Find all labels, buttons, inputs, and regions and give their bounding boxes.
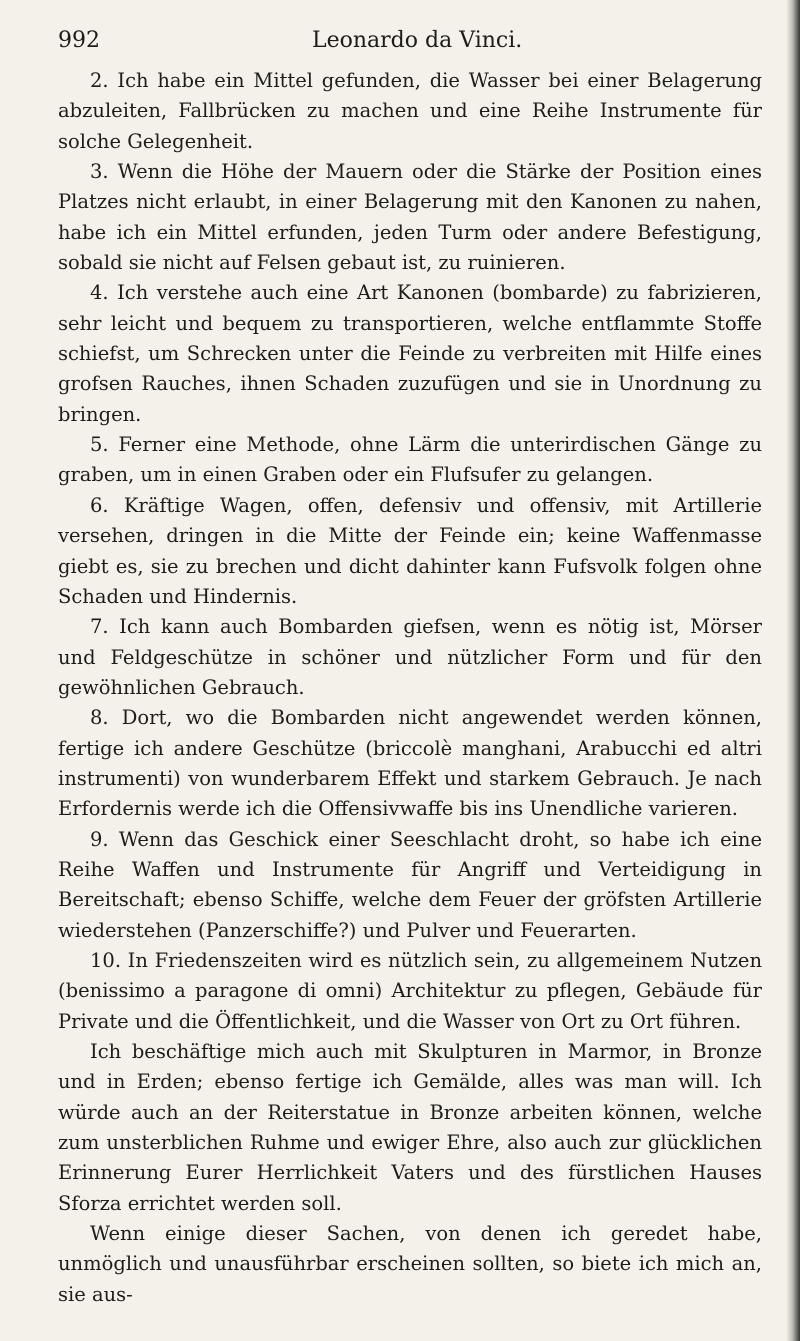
paragraph-item-2: 2. Ich habe ein Mittel gefunden, die Wasser bei einer Belagerung abzuleiten, Fallbrücken zu machen und eine Reihe Instrumente für solche Gelegenheit. bbox=[58, 69, 762, 153]
body-text bbox=[58, 66, 762, 1310]
page-header bbox=[58, 28, 758, 58]
paragraph-item-8: 8. Dort, wo die Bombarden nicht angewendet werden können, fertige ich andere Geschütze (briccolè manghani, Arabucchi ed altri instrumenti) von wunderbarem Effekt und starkem Gebrauch. Je nach Erfordernis werde ich die Offensivwaffe bis ins Unendliche varieren. bbox=[58, 706, 762, 821]
paragraph-item-7: 7. Ich kann auch Bombarden giefsen, wenn es nötig ist, Mörser und Feldgeschütze in schöner und nützlicher Form und für den gewöhnlichen Gebrauch. bbox=[58, 615, 762, 699]
paragraph-item-6: 6. Kräftige Wagen, offen, defensiv und offensiv, mit Artillerie versehen, dringen in die Mitte der Feinde ein; keine Waffenmasse giebt es, sie zu brechen und dicht dahinter kann Fufsvolk folgen ohne Schaden und Hindernis. bbox=[58, 493, 762, 608]
paragraph-item-3: 3. Wenn die Höhe der Mauern oder die Stärke der Position eines Platzes nicht erlaubt, in einer Belagerung mit den Kanonen zu nahen, habe ich ein Mittel erfunden, jeden Turm oder andere Befestigung, sobald sie nicht auf Felsen gebaut ist, zu ruinieren. bbox=[58, 160, 762, 275]
paragraph-item-9: 9. Wenn das Geschick einer Seeschlacht droht, so habe ich eine Reihe Waffen und Instrumente für Angriff und Verteidigung in Bereitschaft; ebenso Schiffe, welche dem Feuer der gröfsten Artillerie wiederstehen (Panzerschiffe?) und Pulver und Feuerarten. bbox=[58, 827, 762, 942]
page-number: 992 bbox=[58, 28, 100, 53]
paragraph-item-4: 4. Ich verstehe auch eine Art Kanonen (bombarde) zu fabrizieren, sehr leicht und bequem zu transportieren, welche entflammte Stoffe schiefst, um Schrecken unter die Feinde zu verbreiten mit Hilfe eines grofsen Rauches, ihnen Schaden zuzufügen und sie in Unordnung zu bringen. bbox=[58, 281, 762, 426]
paragraph-item-5: 5. Ferner eine Methode, ohne Lärm die unterirdischen Gänge zu graben, um in einen Graben oder ein Flufsufer zu gelangen. bbox=[58, 433, 762, 487]
paragraph-sculpture: Ich beschäftige mich auch mit Skulpturen in Marmor, in Bronze und in Erden; ebenso fertige ich Gemälde, alles was man will. Ich würde auch an der Reiterstatue in Bronze arbeiten können, welche zum unsterblichen Ruhme und ewiger Ehre, also auch zur glücklichen Erinnerung Eurer Herrlichkeit Vaters und des fürstlichen Hauses Sforza errichtet werden soll. bbox=[58, 1040, 762, 1215]
running-title: Leonardo da Vinci. bbox=[312, 28, 523, 53]
paragraph-item-10: 10. In Friedenszeiten wird es nützlich sein, zu allgemeinem Nutzen (benissimo a paragone di omni) Architektur zu pflegen, Gebäude für Private und die Öffentlichkeit, und die Wasser von Ort zu Ort führen. bbox=[58, 948, 762, 1033]
page-edge-shadow bbox=[786, 0, 800, 1341]
paragraph-closing: Wenn einige dieser Sachen, von denen ich geredet habe, unmöglich und unausführbar erscheinen sollten, so biete ich mich an, sie aus- bbox=[58, 1222, 762, 1306]
